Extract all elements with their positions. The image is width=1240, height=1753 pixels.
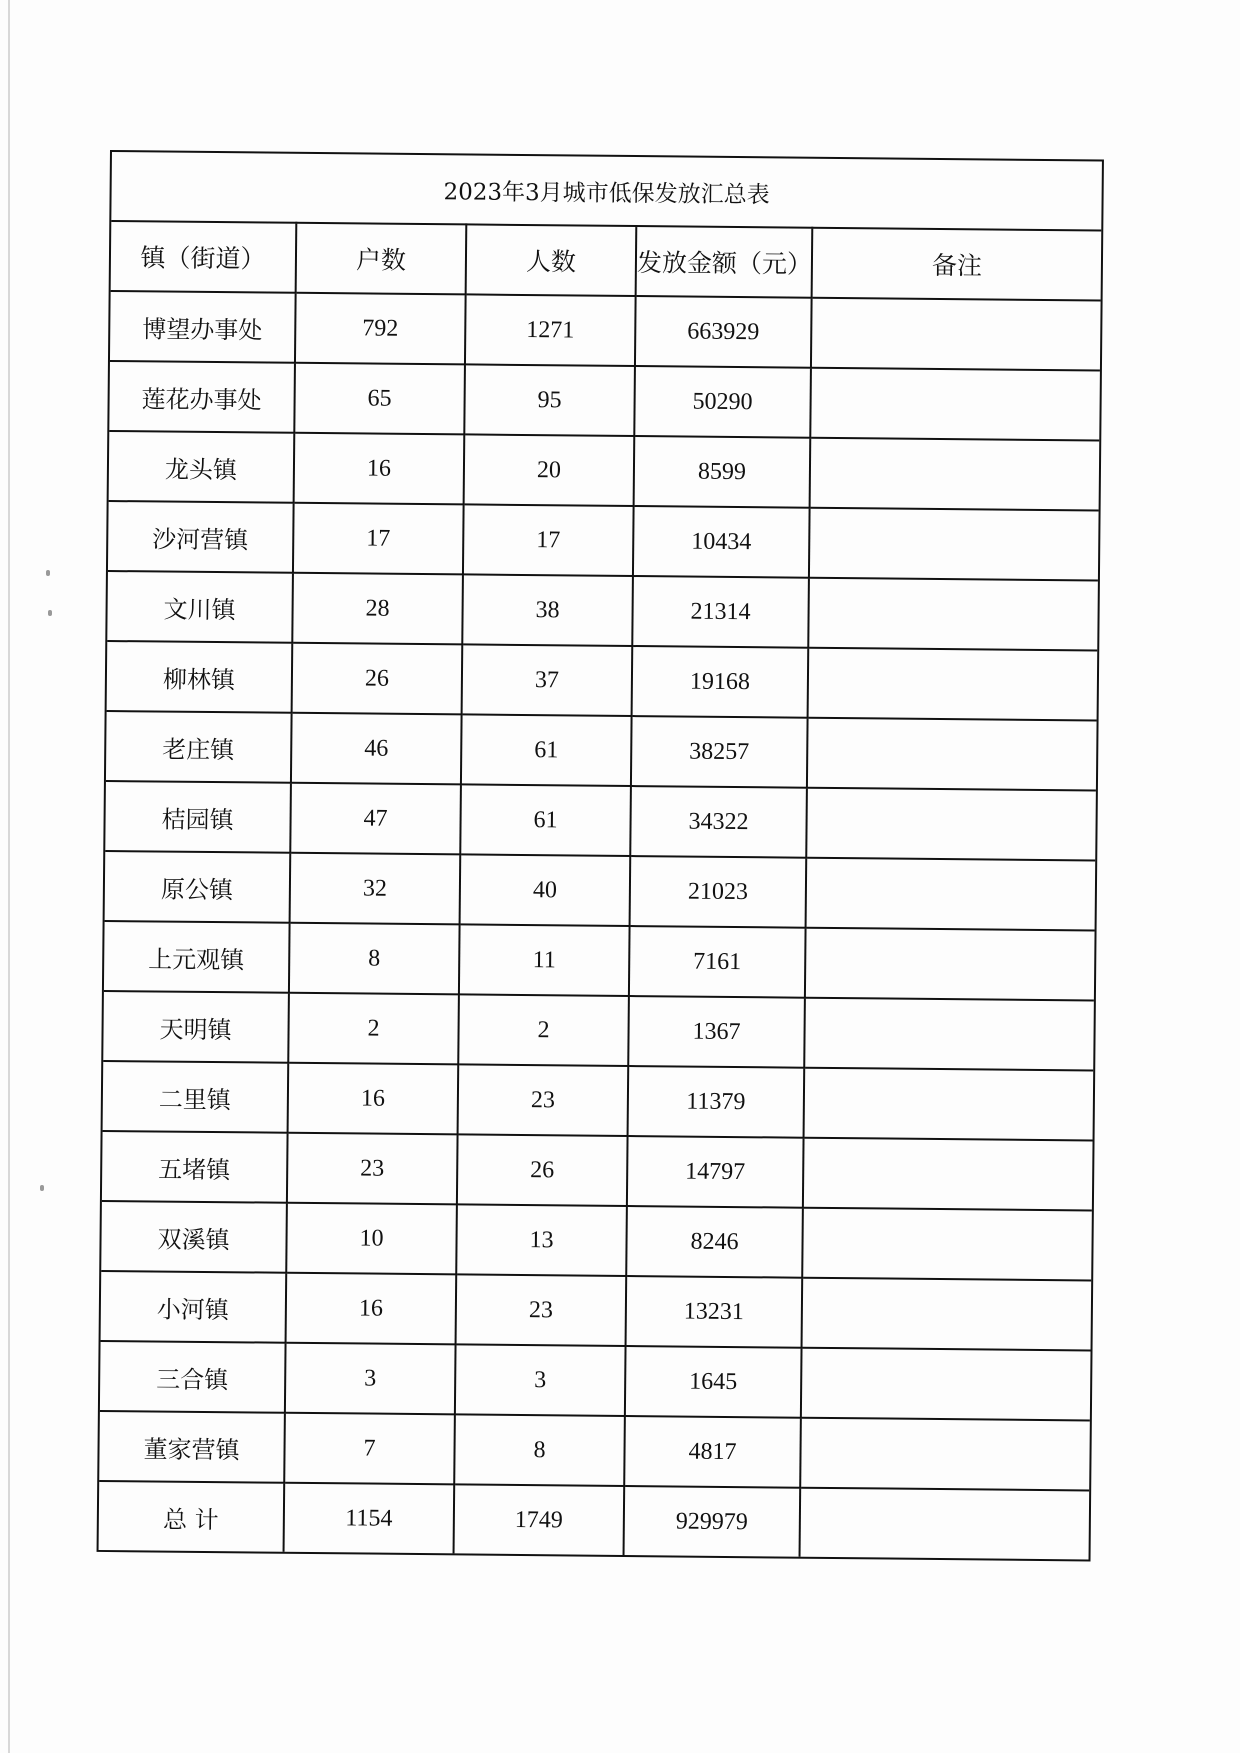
town-name: 柳林镇 (107, 641, 293, 713)
header-amount: 发放金额（元） (636, 226, 813, 298)
amount-value: 38257 (631, 716, 808, 788)
people-count: 2 (458, 994, 629, 1066)
scan-speck (46, 570, 50, 576)
amount-value: 1645 (625, 1346, 802, 1418)
table-row (108, 501, 1099, 580)
total-label: 总 计 (99, 1481, 285, 1552)
town-name: 博望办事处 (110, 291, 296, 363)
table-row (103, 1061, 1094, 1141)
header-town: 镇（街道） (111, 221, 297, 293)
people-count: 23 (456, 1274, 627, 1346)
town-name: 老庄镇 (106, 711, 292, 783)
people-count: 61 (460, 784, 631, 856)
table-row (105, 851, 1096, 931)
table-row (99, 1411, 1090, 1491)
table-row (100, 1341, 1091, 1420)
note-cell (806, 788, 1096, 861)
household-count: 65 (294, 363, 465, 435)
people-count: 1271 (465, 294, 636, 366)
town-name: 三合镇 (100, 1341, 286, 1413)
amount-value: 4817 (624, 1416, 801, 1488)
town-name: 二里镇 (103, 1061, 289, 1133)
people-count: 17 (463, 504, 634, 576)
amount-value: 21314 (632, 576, 809, 648)
town-name: 龙头镇 (109, 431, 295, 503)
people-count: 3 (455, 1344, 626, 1416)
table-row (107, 571, 1098, 650)
page-edge (8, 0, 10, 1753)
household-count: 8 (289, 923, 460, 995)
note-cell (809, 508, 1099, 581)
people-count: 95 (464, 364, 635, 436)
town-name: 文川镇 (107, 571, 293, 643)
amount-value: 19168 (632, 646, 809, 718)
amount-value: 7161 (629, 926, 806, 998)
amount-value: 13231 (626, 1276, 803, 1348)
people-count: 61 (461, 714, 632, 786)
household-count: 16 (288, 1063, 459, 1135)
household-count: 32 (290, 853, 461, 925)
town-name: 天明镇 (103, 991, 289, 1063)
household-count: 792 (295, 293, 466, 365)
table-row (103, 991, 1094, 1070)
amount-value: 14797 (627, 1136, 804, 1208)
amount-value: 10434 (633, 506, 810, 578)
amount-value: 21023 (630, 856, 807, 928)
header-households: 户数 (296, 223, 467, 295)
table-row (110, 291, 1101, 370)
table-title: 2023年3月城市低保发放汇总表 (111, 152, 1102, 231)
household-count: 16 (286, 1273, 457, 1345)
household-count: 16 (294, 433, 465, 505)
town-name: 双溪镇 (101, 1201, 287, 1273)
note-cell (811, 298, 1101, 371)
household-count: 23 (287, 1133, 458, 1205)
household-count: 47 (290, 783, 461, 855)
scan-speck (40, 1185, 44, 1191)
town-name: 董家营镇 (99, 1411, 285, 1483)
people-count: 37 (462, 644, 633, 716)
town-name: 小河镇 (101, 1271, 287, 1343)
people-count: 20 (464, 434, 635, 506)
town-name: 沙河营镇 (108, 501, 294, 573)
total-row (99, 1481, 1090, 1560)
table-row (106, 711, 1097, 790)
total-households: 1154 (284, 1483, 455, 1554)
town-name: 莲花办事处 (109, 361, 295, 433)
table-row (104, 921, 1095, 1000)
amount-value: 663929 (635, 296, 812, 368)
note-cell (802, 1278, 1092, 1351)
total-amount: 929979 (624, 1486, 801, 1557)
note-cell (808, 648, 1098, 721)
people-count: 13 (456, 1204, 627, 1276)
amount-value: 11379 (628, 1066, 805, 1138)
people-count: 38 (462, 574, 633, 646)
amount-value: 34322 (630, 786, 807, 858)
table-row (101, 1201, 1092, 1280)
people-count: 11 (459, 924, 630, 996)
header-people: 人数 (466, 224, 637, 296)
amount-value: 50290 (634, 366, 811, 438)
table-row (105, 781, 1096, 860)
note-cell (808, 578, 1098, 651)
table-row (102, 1131, 1093, 1211)
town-name: 原公镇 (105, 851, 291, 923)
note-cell (810, 368, 1100, 441)
amount-value: 8599 (634, 436, 811, 508)
household-count: 2 (288, 993, 459, 1065)
note-cell (807, 718, 1097, 791)
note-cell (800, 1418, 1090, 1491)
household-count: 26 (292, 643, 463, 715)
town-name: 五堵镇 (102, 1131, 288, 1203)
household-count: 10 (286, 1203, 457, 1275)
household-count: 3 (285, 1343, 456, 1415)
people-count: 8 (454, 1414, 625, 1486)
household-count: 46 (291, 713, 462, 785)
total-note (800, 1488, 1090, 1560)
amount-value: 8246 (626, 1206, 803, 1278)
summary-table (99, 152, 1102, 1559)
town-name: 上元观镇 (104, 921, 290, 993)
table-row (109, 431, 1100, 510)
table-row (109, 361, 1100, 440)
people-count: 23 (458, 1064, 629, 1136)
summary-table-sheet (97, 150, 1104, 1561)
note-cell (801, 1348, 1091, 1421)
note-cell (804, 998, 1094, 1071)
note-cell (805, 928, 1095, 1001)
town-name: 桔园镇 (105, 781, 291, 853)
table-row (101, 1271, 1092, 1351)
header-note: 备注 (812, 228, 1102, 301)
note-cell (810, 438, 1100, 511)
household-count: 28 (292, 573, 463, 645)
scan-speck (48, 610, 52, 616)
note-cell (804, 1068, 1094, 1141)
amount-value: 1367 (628, 996, 805, 1068)
note-cell (803, 1138, 1093, 1211)
household-count: 17 (293, 503, 464, 575)
note-cell (802, 1208, 1092, 1281)
household-count: 7 (284, 1413, 455, 1485)
total-people: 1749 (454, 1484, 625, 1555)
people-count: 40 (460, 854, 631, 926)
people-count: 26 (457, 1134, 628, 1206)
table-row (107, 641, 1098, 720)
note-cell (806, 858, 1096, 931)
